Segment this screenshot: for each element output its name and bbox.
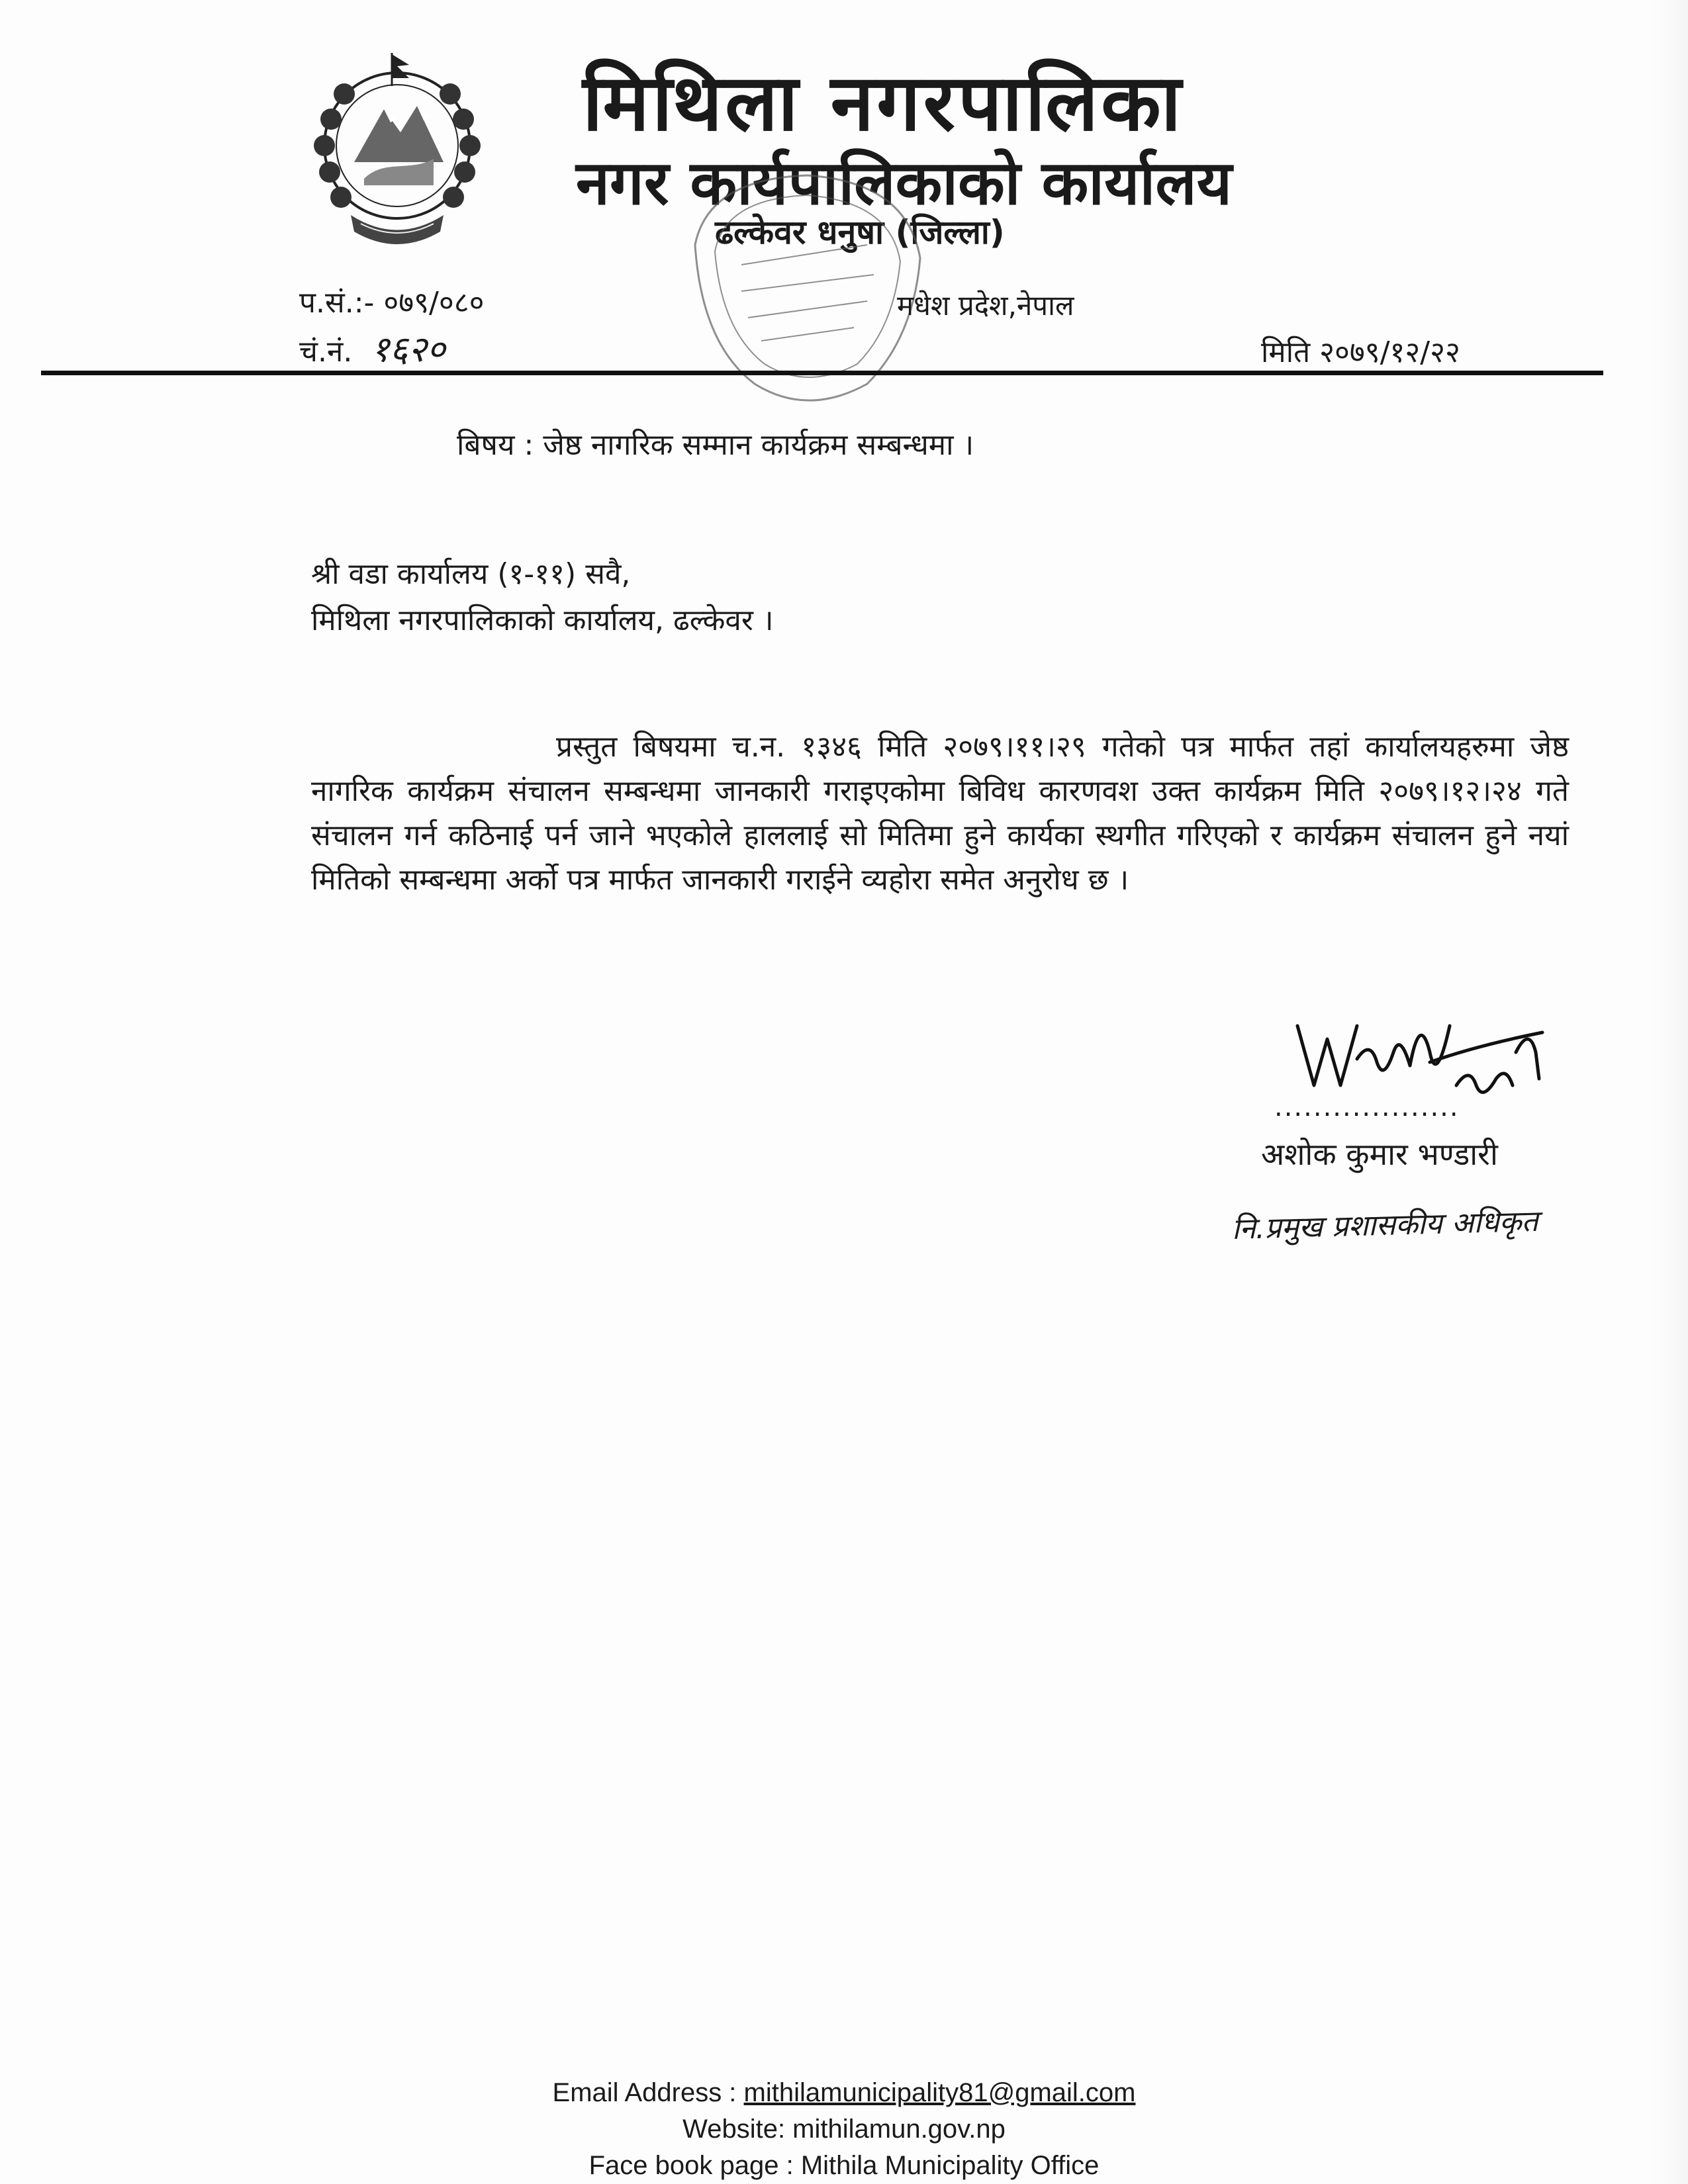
recipient-line-2: मिथिला नगरपालिकाको कार्यालय, ढल्केवर । (311, 604, 774, 637)
signature-dotted-line: ................... (1274, 1092, 1460, 1122)
province-address: मधेश प्रदेश,नेपाल (897, 289, 1074, 322)
email-link[interactable]: mithilamunicipality81@gmail.com (743, 2078, 1136, 2107)
signer-name: अशोक कुमार भण्डारी (1261, 1136, 1498, 1172)
signer-designation: नि.प्रमुख प्रशासकीय अधिकृत (1231, 1204, 1539, 1246)
footer-email (0, 2078, 1688, 2108)
footer-facebook: Face book page : Mithila Municipality Office (588, 2151, 1100, 2180)
letter-date: मिति २०७९/१२/२२ (1261, 336, 1460, 369)
letter-body: प्रस्तुत बिषयमा च.न. १३४६ मिति २०७९।११।२९ गतेको पत्र मार्फत तहां कार्यालयहरुमा जेष्ठ नागरिक कार्यक्रम संचालन सम्बन्धमा जानकारी गराइएकोमा बिविध कारणवश उक्त कार्यक्रम मिति २०७९।१२।२४ गते संचालन गर्न कठिनाई पर्न जाने भएकोले हाललाई सो मितिमा हुने कार्यका स्थगीत गरिएको र कार्यक्रम संचालन हुने नयां मितिको सम्बन्धमा अर्को पत्र मार्फत जानकारी गराईने व्यहोरा समेत अनुरोध छ । (311, 730, 1569, 897)
chalan-number (299, 323, 445, 372)
organization-name: मिथिला नगरपालिका (583, 57, 1184, 148)
patra-value: ०७९/०८० (383, 286, 485, 320)
footer-website: Website: mithilamun.gov.np (682, 2115, 1006, 2144)
nepal-emblem-icon (291, 46, 503, 258)
office-location: ढल्केवर धनुषा (जिल्ला) (715, 213, 1005, 251)
header-divider (41, 371, 1603, 375)
patra-label: प.सं.:- (299, 286, 375, 320)
office-name: नगर कार्यपालिकाको कार्यालय (576, 148, 1233, 218)
email-label: Email Address : (552, 2078, 737, 2107)
subject-line: बिषय : जेष्ठ नागरिक सम्मान कार्यक्रम सम्बन्धमा । (457, 428, 974, 462)
chalan-value: १६२० (371, 328, 445, 370)
patra-sankhya (299, 281, 485, 321)
scan-edge-shadow (1648, 0, 1688, 2184)
recipient-line-1: श्री वडा कार्यालय (१-११) सवै, (311, 557, 631, 591)
chalan-label: चं.नं. (299, 335, 353, 369)
